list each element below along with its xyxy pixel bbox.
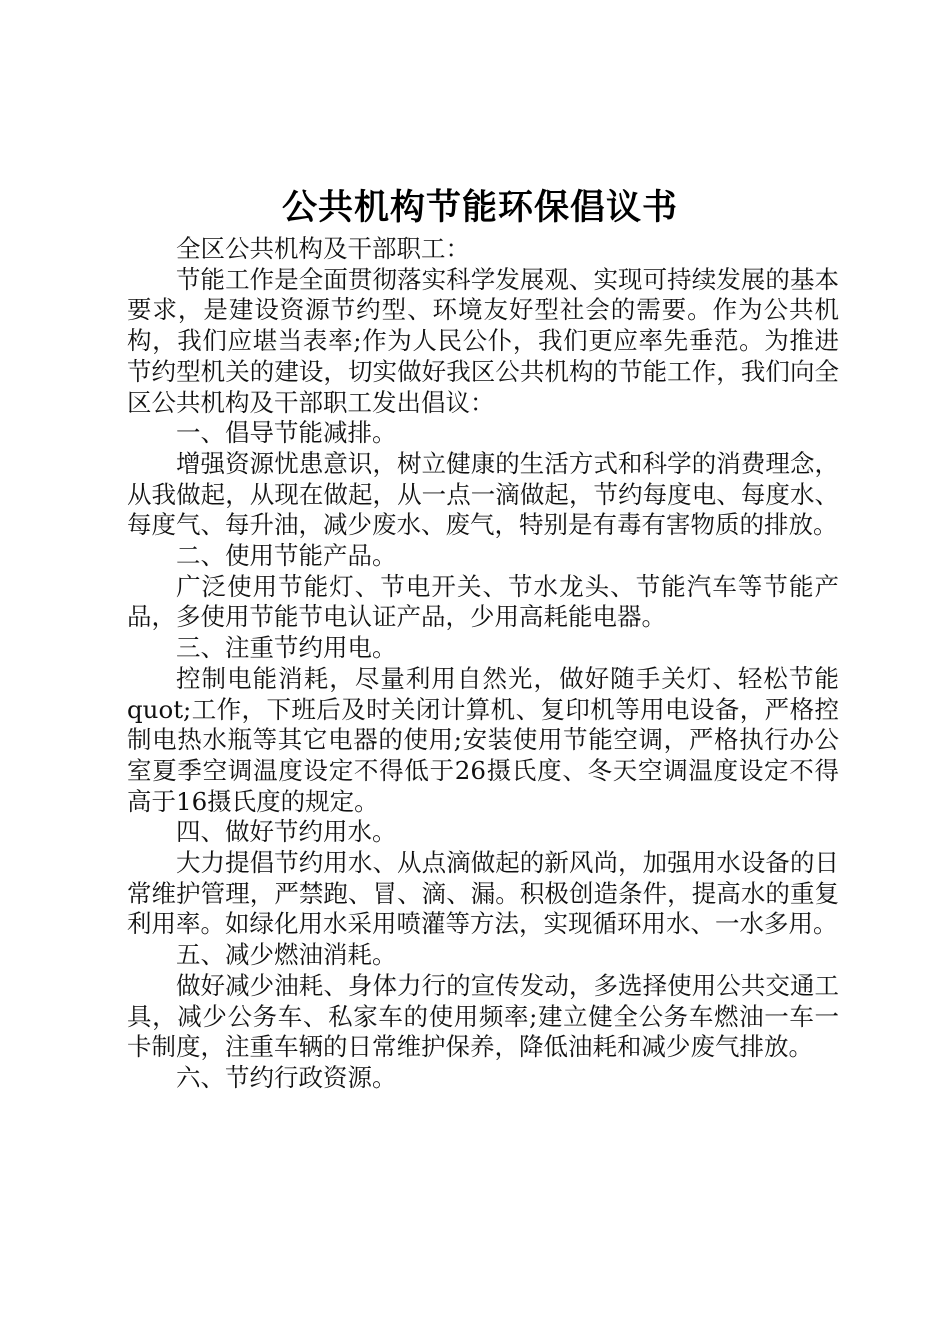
section-body-4: 大力提倡节约用水、从点滴做起的新风尚，加强用水设备的日常维护管理，严禁跑、冒、滴、漏。积极创造条件，提高水的重复利用率。如绿化用水采用喷灌等方法，实现循环用水、一水多用。	[127, 848, 839, 939]
section-body-1: 增强资源忧患意识，树立健康的生活方式和科学的消费理念，从我做起，从现在做起，从一点一滴做起，节约每度电、每度水、每度气、每升油，减少废水、废气，特别是有毒有害物质的排放。	[127, 448, 839, 540]
section-heading-3: 三、注重节约用电。	[176, 633, 397, 663]
document-body	[127, 234, 839, 1094]
section-heading-1: 一、倡导节能减排。	[176, 418, 397, 448]
document-title: 公共机构节能环保倡议书	[281, 187, 678, 228]
section-body-3: 控制电能消耗，尽量利用自然光，做好随手关灯、轻松节能quot;工作，下班后及时关闭计算机、复印机等用电设备，严格控制电热水瓶等其它电器的使用;安装使用节能空调，严格执行办公室夏季空调温度设定不得低于26摄氏度、冬天空调温度设定不得高于16摄氏度的规定。	[127, 663, 839, 816]
intro-paragraph: 节能工作是全面贯彻落实科学发展观、实现可持续发展的基本要求，是建设资源节约型、环境友好型社会的需要。作为公共机构，我们应堪当表率;作为人民公仆，我们更应率先垂范。为推进节约型机关的建设，切实做好我区公共机构的节能工作，我们向全区公共机构及干部职工发出倡议：	[127, 264, 839, 417]
section-heading-5: 五、减少燃油消耗。	[176, 940, 397, 970]
section-body-2: 广泛使用节能灯、节电开关、节水龙头、节能汽车等节能产品，多使用节能节电认证产品，少用高耗能电器。	[127, 571, 839, 632]
salutation: 全区公共机构及干部职工：	[176, 234, 470, 263]
section-heading-2: 二、使用节能产品。	[176, 541, 397, 571]
section-body-5: 做好减少油耗、身体力行的宣传发动，多选择使用公共交通工具，减少公务车、私家车的使用频率;建立健全公务车燃油一车一卡制度，注重车辆的日常维护保养，降低油耗和减少废气排放。	[127, 970, 839, 1062]
section-heading-6: 六、节约行政资源。	[176, 1062, 397, 1092]
section-heading-4: 四、做好节约用水。	[176, 817, 397, 847]
